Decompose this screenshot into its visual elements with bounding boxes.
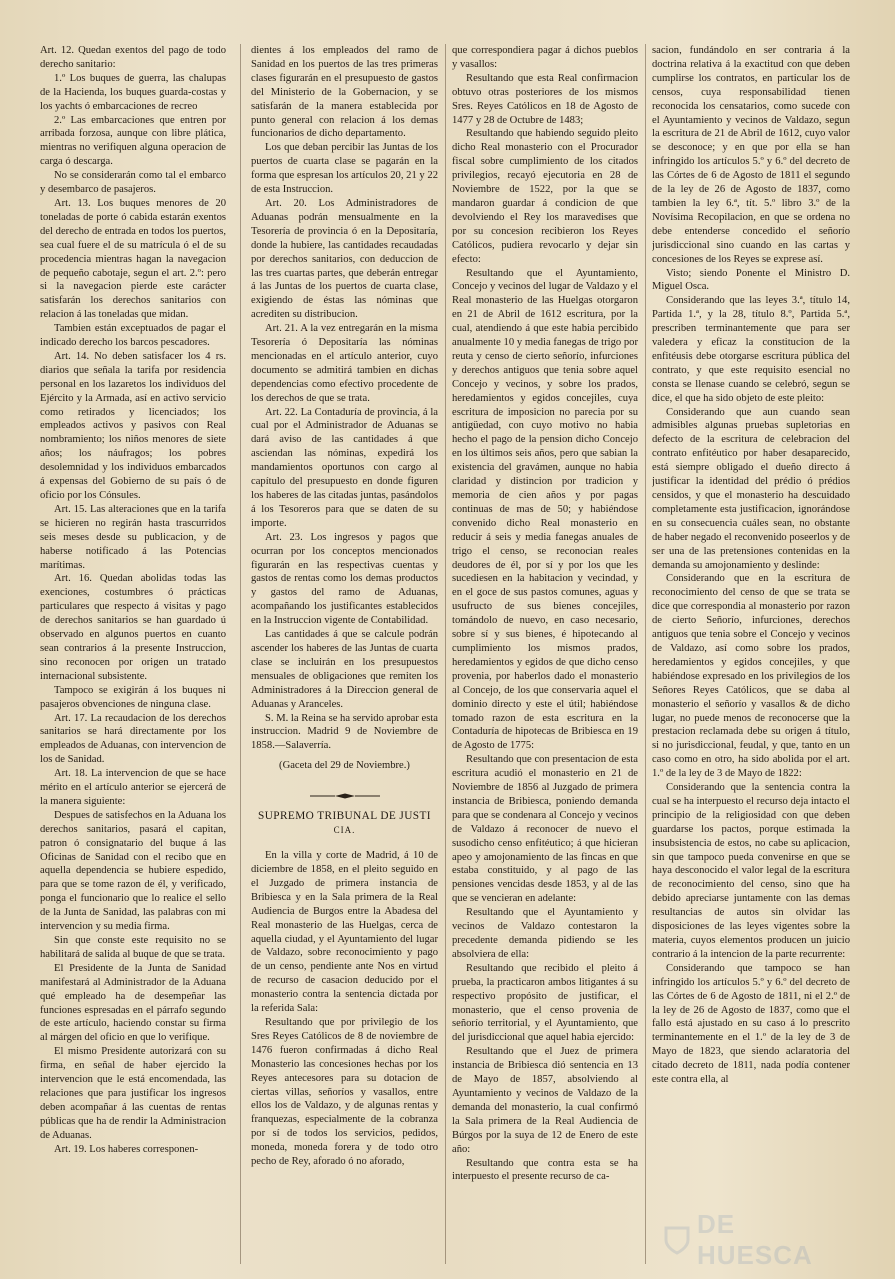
paragraph: Resultando que con presentacion de esta escritura acudió el monasterio en 21 de Noviembre de 1856 al Juzgado de primera instancia de Bribiesca, poniendo demanda para que se condenara al Concejo y vecinos de Valdazo á reconocer de nuevo el susodicho censo enfitéutico; á que hicieran apeo y amojonamiento de las fincas en que estaba constituido, y al pago de las pensiones vencidas desde 1853, y al de las que se vencieran en adelante: [452,754,638,905]
paragraph: Resultando que el Ayuntamiento y vecinos de Valdazo contestaron la precedente demanda pidiendo se les absolviera de ella: [452,907,638,960]
paragraph: Considerando que en la escritura de reconocimiento del censo de que se trata se dice que correspondia al monasterio por razon de cierto Señorío, infurciones, derechos antiguos que tenia sobre el Concejo y vecinos de Valdazo, así como sobre los prados, heredamientos y egidos concejiles, y que habiéndose expresado en los privilegios de los Señores Reyes Católicos, que se daba al monasterio el señorío y vasallos & de dicho lugar, no puede menos de reconocerse que la prestacion reclamada debe su origen á título, si no jurisdiccional, feudal, y que, tanto en un caso como en otro, ha sido abolida por el art. 1.º de la ley de 3 de Mayo de 1822: [652,573,850,780]
paragraph: Tambien están exceptuados de pagar el indicado derecho los barcos pescadores. [40,323,226,349]
paragraph: Art. 22. La Contaduría de provincia, á la cual por el Administrador de Aduanas se dará aviso de las cantidades á que asciendan las nóminas, expedirá los mandamientos oportunos con cargo al capítulo del presupuesto en donde figuren los haberes de las citadas juntas, pasándolos á los Tesoreros para que se daten de su importe. [251,406,438,529]
source-citation: (Gaceta del 29 de Noviembre.) [279,760,410,772]
paragraph: Considerando que aun cuando sean admisibles algunas pruebas supletorias en defecto de la escritura de celebracion del contrato enfitéutico por haber desaparecido, está siempre obligado el dueño directo á justificar la identidad del prédio ó prédios censidos, y que el monasterio ha descuidado completamente esta justificacion, ignorándose en su consecuencia cuáles sean, no obstante de haber negado el reconvenido poseerlos y de ser una de las pretensiones contenidas en la demanda su amojonamiento y deslinde: [652,406,850,571]
paragraph: Art. 23. Los ingresos y pagos que ocurran por los conceptos mencionados figurarán en las respectivas cuentas y gastos de rentas como los demas productos y gastos del ramo de Aduanas, acompañando los justificantes establecidos en la Instruccion vigente de Contabilidad. [251,531,438,627]
paragraph: El Presidente de la Junta de Sanidad manifestará al Administrador de la Aduana qué empleado ha de desempeñar las funciones espresadas en el párrafo segundo de este artículo, haciendo constar su firma al márgen del oficio en que lo verifique. [40,962,226,1044]
paragraph: El mismo Presidente autorizará con su firma, en señal de haber ejercido la intervencion que le está encomendada, las relaciones que para justificar los ingresos deben acompañar á las cuentas de rentas públicas que ha de rendir la Administracion de Aduanas. [40,1046,226,1141]
paragraph: Art. 20. Los Administradores de Aduanas podrán mensualmente en la Tesorería de provincia ó en la Depositaría, donde la hubiere, las cantidades recaudadas por derechos sanitarios, con deduccion de las tres cuartas partes, que deberán entregar á las Juntas de los puertos de cuarta clase, exigiendo de éstas las nóminas que acrediten su distribucion. [251,197,438,321]
paragraph: Las cantidades á que se calcule podrán ascender los haberes de las Juntas de cuarta clase se incluirán en los presupuestos mensuales de obligaciones que remiten los Administradores á la Direccion general de Aduanas y Aranceles. [251,629,438,710]
paragraph: Resultando que recibido el pleito á prueba, la practicaron ambos litigantes á su respectivo propósito de justificar, el monasterio, que el censo provenia de señorío territorial, y el Ayuntamiento, que del jurisdiccional que aquel habia ejercido: [452,962,638,1044]
paragraph: En la villa y corte de Madrid, á 10 de diciembre de 1858, en el pleito seguido en el Juzgado de primera instancia de Bribiesca y en la Sala primera de la Real Audiencia de Burgos entre la Abadesa del Real monasterio de las Huelgas, cerca de aquella ciudad, y el Ayuntamiento del lugar de Valdazo, sobre reconocimiento y pago de un censo, pendiente ante Nos en virtud de recurso de casacion deducido por el monasterio contra la sentencia dictada por la referida Sala: [251,850,438,1015]
paragraph: sacion, fundándolo en ser contraria á la doctrina relativa á la exactitud con que deben cumplirse los contratos, en particular los de censos, cuya responsabilidad tienen reconocida los censatarios, como sucede con el Ayuntamiento y vecinos de Valdazo, segun la escritura de 21 de Abril de 1612, cuyo valor se desconoce; y en que por ella se han infringido los artículos 5.º y 6.º del decreto de las Córtes de 6 de Agosto de 1811 el segundo de la ley de 26 de Agosto de 1837, como tambien la ley 6.ª, tít. 5.º libro 3.º de la Novísima Recopilacion, en que se ordena no debe entenderse concedido el señorío jurisdiccional sino cuando en las cartas y concesiones de los Reyes se exprese así. [652,45,850,265]
library-watermark [663,1209,853,1270]
paragraph: Los que deban percibir las Juntas de los puertos de cuarta clase se pagarán en la forma que espresan los artículos 20, 21 y 22 de esta Instruccion. [251,142,438,196]
paragraph: Art. 14. No deben satisfacer los 4 rs. diarios que señala la tarifa por residencia personal en los lazaretos los individuos del Ejército y la Armada, así en activo servicio como retirados y licenciados; los empleados activos y pasivos con Real nombramiento; los niños menores de siete años; los náufragos; los pobres desolemnidad y los individuos embarcados á expensas del Gobierno de su país ó de oficio por los Cónsules. [40,350,226,501]
paragraph: Art. 12. Quedan exentos del pago de todo derecho sanitario: [40,45,226,70]
paragraph: Visto; siendo Ponente el Ministro D. Miguel Osca. [652,267,850,293]
paragraph: Resultando que el Juez de primera instancia de Bribiesca dió sentencia en 13 de Mayo de 1857, absolviendo al Ayuntamiento y vecinos de Valdazo de la demanda del monasterio, la cual confirmó la Sala primera de la Real Audiencia de Búrgos por la suya de 12 de Enero de este año: [452,1046,638,1155]
column-3 [452,44,638,1269]
paragraph: Resultando que esta Real confirmacion obtuvo otras posteriores de los mismos Sres. Reyes Católicos en 18 de Agosto de 1477 y 28 de Octubre de 1483; [452,72,638,126]
paragraph: Resultando que por privilegio de los Sres Reyes Católicos de 8 de noviembre de 1476 fueron confirmadas á dicho Real Monasterio las concesiones hechas por los Reyes antecesores para su dotacion de ciertas villas, señoríos y vasallos, entre ellos los de Valdazo, y de algunas rentas y franquezas, especialmente de la cobranza por sí de todos los servicios, pedidos, moneda, moneda forera y de todo otro pecho de Rey, aforado ó no aforado, [251,1017,438,1168]
paragraph: Art. 19. Los haberes corresponen- [54,1143,199,1155]
column-2 [251,44,438,1269]
heading-main: SUPREMO TRIBUNAL DE JUSTI [258,810,431,823]
ornament-divider-icon [310,793,380,799]
column-rule [445,44,446,1264]
paragraph: Art. 13. Los buques menores de 20 toneladas de porte ó cabida estarán exentos del derecho de entrada en todos los puertos, sea cual fuere el de su matrícula ó el de su procedencia mientras hagan la navegacion de pequeño cabotaje, segun el art. 2.º: pero si la navegacion pierde este carácter satisfarán los derechos sanitarios con relacion á las toneladas que midan. [40,197,226,321]
paragraph: dientes á los empleados del ramo de Sanidad en los puertos de las tres primeras clases figurarán en el presupuesto de gastos del Ministerio de la Gobernacion, y se satisfarán de la manera establecida por punto general con relacion á los demas funcionarios de dicho departamento. [251,45,438,140]
paragraph: Considerando que las leyes 3.ª, título 14, Partida 1.ª, y la 28, título 8.º, Partida 5.ª, prescriben terminantemente que para ser valedera y eficaz la constitucion de la enfitéusis debe otorgarse escritura pública del contrato, y que este requisito esencial no consta se llenase cuando se celebró, segun se dice, el que ha sido objeto de este pleito: [652,295,850,404]
paragraph: Considerando que tampoco se han infringido los artículos 5.º y 6.º del decreto de las Córtes de 6 de Agosto de 1811, ni el 2.º de la ley de 26 de Agosto de 1837, como que el fallo está ajustado en su caso á lo prescrito terminantemente en el 1.º de la ley de 3 de Mayo de 1823, que siendo aclaratoria del citado decreto de 1811, nada podía contener este contra ella, al [652,962,850,1086]
paragraph: 2.º Las embarcaciones que entren por arribada forzosa, aunque con libre plática, mientras no verifiquen alguna operacion de carga ó descarga. [40,114,226,168]
column-rule [240,44,241,1264]
heading-tail: CIA. [333,825,356,836]
paragraph: Tampoco se exigirán á los buques ni pasajeros obvenciones de ninguna clase. [40,684,226,710]
paragraph: Art. 15. Las alteraciones que en la tarifa se hicieren no regirán hasta trascurridos seis meses desde su publicacion, y de haberse notificado á las Potencias marítimas. [40,503,226,571]
paragraph: Resultando que contra esta se ha interpuesto el presente recurso de ca- [452,1157,638,1183]
watermark-text: DE HUESCA [697,1209,813,1270]
paragraph: No se considerarán como tal el embarco y desembarco de pasajeros. [40,170,226,196]
column-4 [652,44,850,1269]
paragraph: Resultando que el Ayuntamiento, Concejo y vecinos del lugar de Valdazo y el Real monasterio de las Huelgas otorgaron en 21 de Abril de 1612 escritura, por la cual, atendiendo á que este habia percibido anualmente 10 y media fanegas de trigo por reuta y censo de cierto señorío, infurciones y derechos antiguos que tenia sobre aquel Concejo y vecinos, y sobre los prados, heredamientos y egidos concejiles, cuya escritura de imposicion no parecia por su antigüedad, con cuyo motivo no habia hecho el pago de la pension dicho Concejo en los últimos seis años, pero que sabian la existencia del gravámen, aunque no habia claridad y distincion por tradicion y memoria de cien años y por pagas continuas de mas de 50; y habiéndose convenido dicho Real monasterio en reducir á seis y media fanegas anuales de trigo el censo, se reconocian reales deudores de él, por sí y por los que les sucediesen en la habitacion y vecindad, y en el goce de sus pastos comunes, aguas y usufructo de sus bienes concejiles, tomándolo de nuevo, en caso necesario, sobre sí y sus bienes, é hipotecando al cumplimiento los mismos prados, heredamientos y egidos de que dicho censo provenia, por haberlos dado el monasterio al Concejo, de los que conservaria aquel el dominio directo y este el útil; habiéndose tomado razon de esta escritura en la Contaduría de hipotecas de Bribiesca en 19 de Agosto de 1775: [452,267,638,752]
signature-line: S. M. la Reina se ha servido aprobar esta instruccion. Madrid 9 de Noviembre de 1858.—Salaverría. [251,712,438,752]
paragraph: Art. 16. Quedan abolidas todas las exenciones, costumbres ó prácticas particulares que respecto á visitas y pago de derechos sanitarios se han guardado ú observado en algunos puertos en cuanto sean contrarios á la presente Instruccion, sino reconocen por origen un tratado internacional subsistente. [40,573,226,682]
column-rule [645,44,646,1264]
shield-icon [663,1225,691,1255]
paragraph: Despues de satisfechos en la Aduana los derechos sanitarios, pasará el capitan, patron ó consignatario del buque á las Oficinas de Sanidad con el recibo que en aquella dependencia se hubiere espedido, para que se tome razon de él, y verificado, ponga el funcionario que lo realice el sello de la Junta de Sanidad, las palabras con mi intervencion y su media firma. [40,809,226,933]
paragraph: Sin que conste este requisito no se habilitará de salida al buque de que se trata. [40,935,226,960]
paragraph: Resultando que habiendo seguido pleito dicho Real monasterio con el Procurador fiscal sobre cumplimiento de los citados privilegios, recayó ejecutoria en 28 de Noviembre de 1522, por la que se mandaron guardar á condicion de que devolviendo el Rey los maravedises que por su concesion recibieron los Reyes Católicos, pudiera revocarlo y dejar sin efecto: [452,128,638,265]
paragraph: Art. 21. A la vez entregarán en la misma Tesorería ó Depositaría las nóminas mencionadas en el artículo anterior, cuyo documento se admitirá tambien en dichas dependencias como efectivo procedente de los derechos de que se trata. [251,323,438,404]
column-1 [40,44,226,1269]
paragraph: Art. 17. La recaudacion de los derechos sanitarios se hará directamente por los empleados de Aduanas, con intervencion de los de Sanidad. [40,712,226,766]
paragraph: Considerando que la sentencia contra la cual se ha interpuesto el recurso deja intacto el principio de la religiosidad con que deben guardarse los pactos, porque estimada la insubsistencia de estos, no cabe su aplicacion, sin que tampoco pueda convenirse en que se haya desconocido el valor legal de la escritura de reconocimiento del censo, sino que ha debido apreciarse juntamente con las demas resultancias de autos sin olvidar las disposiciones de las leyes vigentes sobre la materia, cuyos elementos producen un juicio contrario á la intencion de la parte recurrente: [652,782,850,960]
section-heading [251,809,438,837]
paragraph: que correspondiera pagar á dichos pueblos y vasallos: [452,45,638,70]
paragraph: Art. 18. La intervencion de que se hace mérito en el artículo anterior se ejercerá de la manera siguiente: [40,768,226,807]
paragraph: 1.º Los buques de guerra, las chalupas de la Hacienda, los buques guarda-costas y los yachts ó embarcaciones de recreo [40,72,226,112]
